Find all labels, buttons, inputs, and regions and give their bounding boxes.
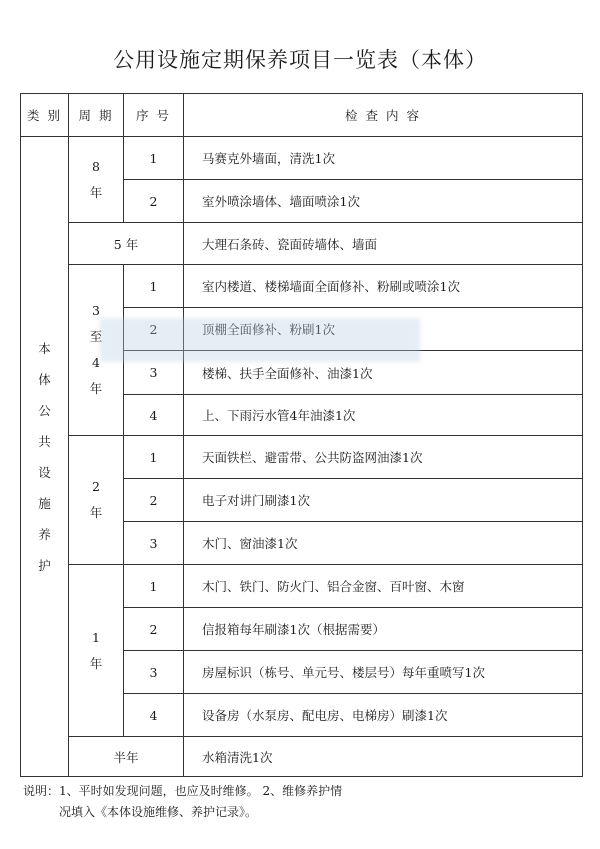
row-number: 1 <box>124 265 184 308</box>
row-number: 2 <box>124 308 184 351</box>
row-content: 信报箱每年刷漆1次（根据需要） <box>184 608 583 651</box>
row-content: 电子对讲门刷漆1次 <box>184 479 583 522</box>
row-number: 2 <box>124 479 184 522</box>
footnote <box>23 781 342 823</box>
page-title: 公用设施定期保养项目一览表（本体） <box>113 48 487 72</box>
row-content: 上、下雨污水管4年油漆1次 <box>184 395 583 436</box>
row-content: 木门、铁门、防火门、铝合金窗、百叶窗、木窗 <box>184 565 583 608</box>
row-content: 设备房（水泵房、配电房、电梯房）刷漆1次 <box>184 694 583 737</box>
row-number: 3 <box>124 351 184 395</box>
table-row <box>21 223 583 265</box>
row-number: 4 <box>124 395 184 436</box>
row-content: 马赛克外墙面，清洗1次 <box>184 137 583 180</box>
row-number: 1 <box>124 137 184 180</box>
period-cell: 1 年 <box>69 565 124 737</box>
table-row <box>21 265 583 308</box>
header-content: 检 查 内 容 <box>184 94 583 137</box>
row-number: 3 <box>124 651 184 694</box>
table-header-row <box>21 94 583 137</box>
period-cell: 半年 <box>69 737 184 777</box>
row-content: 木门、窗油漆1次 <box>184 522 583 565</box>
row-number: 4 <box>124 694 184 737</box>
period-cell: 8 年 <box>69 137 124 223</box>
row-content: 天面铁栏、避雷带、公共防盗网油漆1次 <box>184 436 583 479</box>
row-content: 大理石条砖、瓷面砖墙体、墙面 <box>184 223 583 265</box>
header-number: 序 号 <box>124 94 184 137</box>
row-number: 3 <box>124 522 184 565</box>
row-content: 房屋标识（栋号、单元号、楼层号）每年重喷写1次 <box>184 651 583 694</box>
footnote-line-1: 说明：1、平时如发现问题，也应及时维修。 2、维修养护情 <box>23 784 343 798</box>
row-number: 2 <box>124 180 184 223</box>
footnote-line-2: 况填入《本体设施维修、养护记录》。 <box>59 805 258 819</box>
maintenance-table <box>20 93 583 777</box>
row-number: 1 <box>124 565 184 608</box>
row-content: 室外喷涂墙体、墙面喷涂1次 <box>184 180 583 223</box>
row-content: 室内楼道、楼梯墙面全面修补、粉刷或喷涂1次 <box>184 265 583 308</box>
row-content: 顶棚全面修补、粉刷1次 <box>184 308 583 351</box>
header-period: 周 期 <box>69 94 124 137</box>
table-row <box>21 737 583 777</box>
row-content: 楼梯、扶手全面修补、油漆1次 <box>184 351 583 395</box>
category-cell: 本 体 公 共 设 施 养 护 <box>21 137 69 777</box>
table-row <box>21 137 583 180</box>
row-number: 2 <box>124 608 184 651</box>
table-row <box>21 565 583 608</box>
period-cell: 2 年 <box>69 436 124 565</box>
row-number: 1 <box>124 436 184 479</box>
period-cell: 3 至 4 年 <box>69 265 124 436</box>
period-cell: 5 年 <box>69 223 184 265</box>
row-content: 水箱清洗1次 <box>184 737 583 777</box>
header-category: 类 别 <box>21 94 69 137</box>
table-row <box>21 436 583 479</box>
